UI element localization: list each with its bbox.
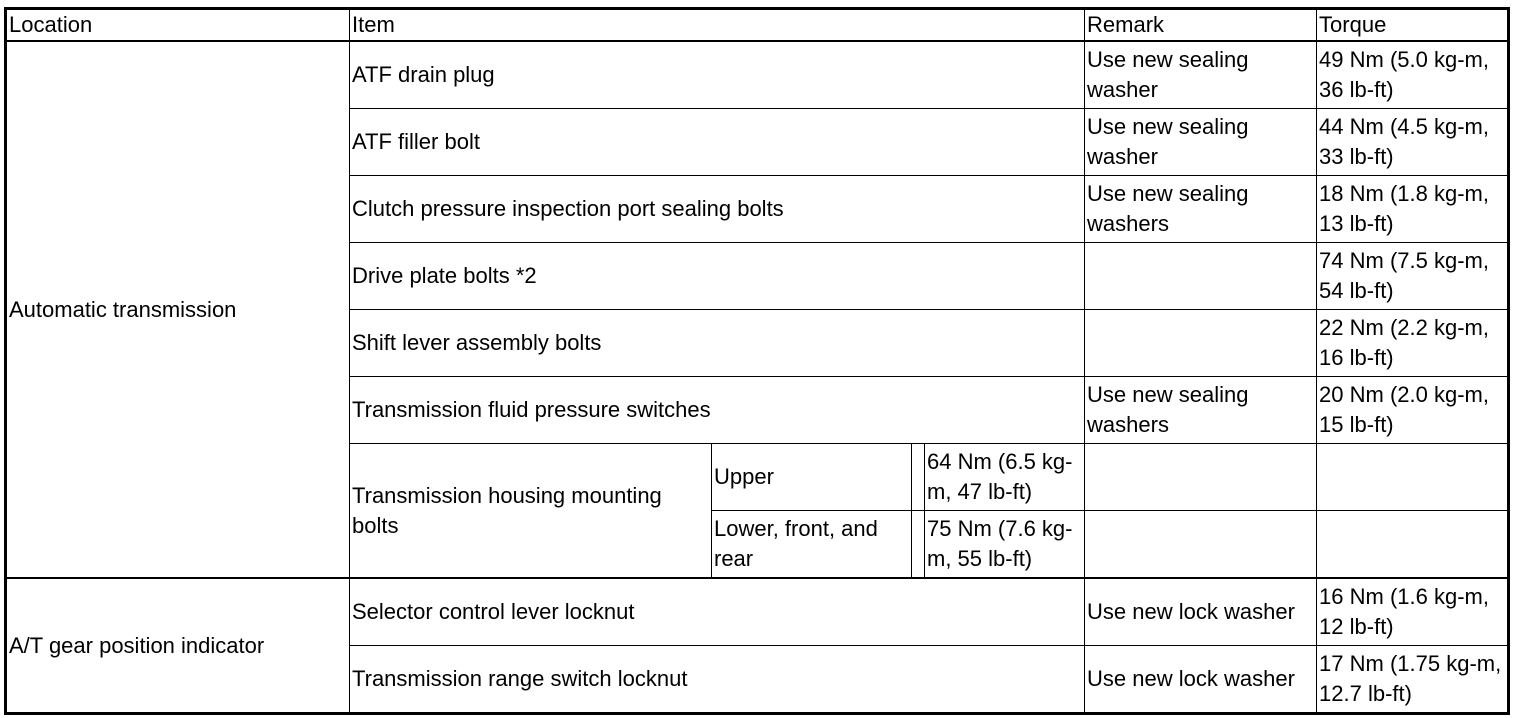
remark-cell (1085, 310, 1317, 377)
torque-spec-table (4, 7, 1510, 715)
torque-cell: 49 Nm (5.0 kg-m, 36 lb-ft) (1317, 41, 1509, 109)
torque-cell: 44 Nm (4.5 kg-m, 33 lb-ft) (1317, 109, 1509, 176)
item-cell: Transmission range switch locknut (350, 646, 1085, 714)
location-gear-position-indicator: A/T gear position indicator (6, 578, 350, 714)
item-cell: Transmission fluid pressure switches (350, 377, 1085, 444)
item-cell: Shift lever assembly bolts (350, 310, 1085, 377)
remark-cell: Use new sealing washer (1085, 41, 1317, 109)
remark-cell: Use new sealing washer (1085, 109, 1317, 176)
item-cell: Clutch pressure inspection port sealing bolts (350, 176, 1085, 243)
item-cell-housing-bolts: Transmission housing mounting bolts (350, 444, 712, 579)
remark-cell (1085, 511, 1317, 579)
torque-cell: 20 Nm (2.0 kg-m, 15 lb-ft) (1317, 377, 1509, 444)
item-cell: Selector control lever locknut (350, 578, 1085, 646)
item-cell: ATF filler bolt (350, 109, 1085, 176)
torque-cell: 18 Nm (1.8 kg-m, 13 lb-ft) (1317, 176, 1509, 243)
sub-torque-cell: 64 Nm (6.5 kg-m, 47 lb-ft) (925, 444, 1085, 511)
torque-cell (1317, 444, 1509, 511)
torque-cell: 16 Nm (1.6 kg-m, 12 lb-ft) (1317, 578, 1509, 646)
header-item: Item (350, 9, 1085, 42)
item-cell: ATF drain plug (350, 41, 1085, 109)
remark-cell: Use new lock washer (1085, 646, 1317, 714)
header-row (6, 9, 1509, 42)
torque-cell: 74 Nm (7.5 kg-m, 54 lb-ft) (1317, 243, 1509, 310)
column-separator (912, 511, 925, 579)
column-separator (912, 444, 925, 511)
item-cell: Drive plate bolts *2 (350, 243, 1085, 310)
table-row (6, 41, 1509, 109)
header-torque: Torque (1317, 9, 1509, 42)
location-automatic-transmission: Automatic transmission (6, 41, 350, 578)
sub-position-cell: Upper (712, 444, 912, 511)
sub-torque-cell: 75 Nm (7.6 kg-m, 55 lb-ft) (925, 511, 1085, 579)
torque-cell (1317, 511, 1509, 579)
header-remark: Remark (1085, 9, 1317, 42)
torque-cell: 22 Nm (2.2 kg-m, 16 lb-ft) (1317, 310, 1509, 377)
remark-cell: Use new lock washer (1085, 578, 1317, 646)
remark-cell (1085, 243, 1317, 310)
sub-position-cell: Lower, front, and rear (712, 511, 912, 579)
remark-cell: Use new sealing washers (1085, 176, 1317, 243)
torque-cell: 17 Nm (1.75 kg-m, 12.7 lb-ft) (1317, 646, 1509, 714)
remark-cell (1085, 444, 1317, 511)
table-row (6, 578, 1509, 646)
header-location: Location (6, 9, 350, 42)
remark-cell: Use new sealing washers (1085, 377, 1317, 444)
